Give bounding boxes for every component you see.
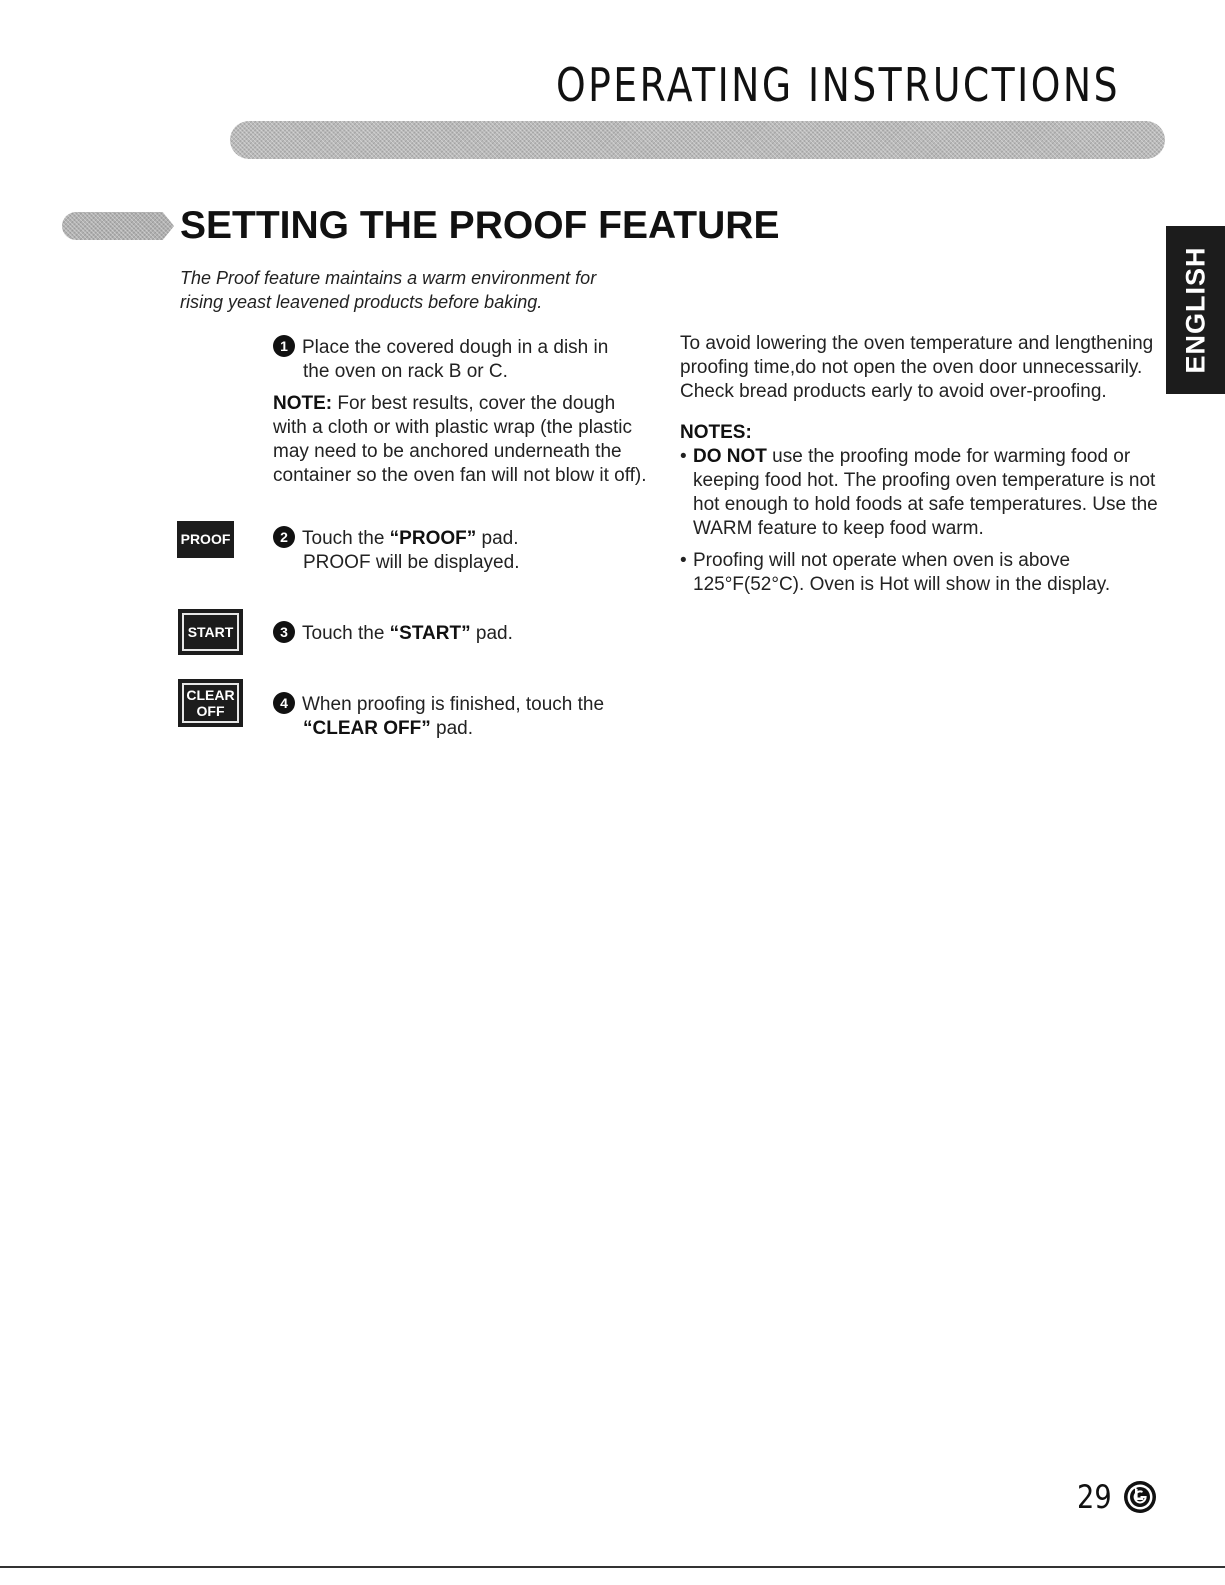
step-2-pad-name: “PROOF” bbox=[389, 528, 477, 549]
language-tab-label: ENGLISH bbox=[1180, 246, 1210, 374]
step-2-suffix: pad. bbox=[476, 528, 519, 549]
right-paragraph: To avoid lowering the oven temperature and lengthening proofing time,do not open the oven door unnecessarily. Check bread products early to avoid over-proofing. bbox=[680, 333, 1154, 402]
step-number-3: 3 bbox=[273, 621, 295, 643]
step-number-4: 4 bbox=[273, 692, 295, 714]
intro-line-1: The Proof feature maintains a warm environment for bbox=[180, 268, 597, 288]
right-column bbox=[680, 332, 1160, 597]
clear-pad-label-1: CLEAR bbox=[186, 687, 235, 703]
page-number: 29 bbox=[1077, 1478, 1112, 1516]
step-4 bbox=[273, 693, 653, 741]
start-pad-label: START bbox=[187, 624, 234, 640]
step-3-pad-name: “START” bbox=[389, 623, 471, 644]
step-4-line-1: When proofing is finished, touch the bbox=[302, 694, 605, 715]
step-2-prefix: Touch the bbox=[302, 528, 390, 549]
step-number-2: 2 bbox=[273, 526, 295, 548]
step-1 bbox=[273, 336, 653, 384]
section-arrow-marker bbox=[62, 212, 174, 240]
start-pad-icon bbox=[178, 609, 243, 655]
note-text: For best results, cover the dough with a cloth or with plastic wrap (the plastic may need to be anchored underneath the container so the oven fan will not blow it off). bbox=[273, 393, 647, 486]
step-4-suffix: pad. bbox=[430, 718, 473, 739]
step-4-pad-name: “CLEAR OFF” bbox=[303, 718, 431, 739]
step-3-prefix: Touch the bbox=[302, 623, 390, 644]
step-1-line-1: Place the covered dough in a dish in bbox=[302, 337, 609, 358]
step-2-line-2: PROOF will be displayed. bbox=[303, 552, 520, 573]
bullet-1-bold: DO NOT bbox=[693, 446, 767, 467]
section-title: SETTING THE PROOF FEATURE bbox=[180, 204, 780, 247]
intro-line-2: rising yeast leavened products before baking. bbox=[180, 292, 543, 312]
step-1-note bbox=[273, 392, 653, 488]
step-2 bbox=[273, 527, 653, 575]
language-tab bbox=[1166, 226, 1225, 394]
clear-off-pad-icon bbox=[178, 679, 243, 727]
header-decorative-bar bbox=[230, 121, 1165, 159]
notes-bullet-1 bbox=[680, 445, 1160, 541]
clear-pad-label-2: OFF bbox=[196, 703, 225, 719]
notes-bullet-2 bbox=[680, 549, 1160, 597]
bottom-rule bbox=[0, 1566, 1225, 1568]
section-intro bbox=[180, 266, 660, 314]
note-label: NOTE: bbox=[273, 393, 333, 414]
proof-pad-icon: PROOF bbox=[177, 521, 234, 558]
page-header-title: OPERATING INSTRUCTIONS bbox=[555, 58, 1120, 112]
bullet-1-text: use the proofing mode for warming food or keeping food hot. The proofing oven temperature is not hot enough to hold foods at safe temperatures. Use the WARM feature to keep food warm. bbox=[693, 446, 1158, 539]
page-footer bbox=[1074, 1478, 1157, 1516]
step-number-1: 1 bbox=[273, 335, 295, 357]
step-1-line-2: the oven on rack B or C. bbox=[303, 361, 508, 382]
step-3 bbox=[273, 622, 653, 646]
step-3-suffix: pad. bbox=[470, 623, 513, 644]
notes-heading: NOTES: bbox=[680, 422, 752, 443]
lg-logo-icon bbox=[1123, 1480, 1157, 1514]
bullet-2-text: Proofing will not operate when oven is above 125°F(52°C). Oven is Hot will show in the display. bbox=[693, 550, 1111, 595]
